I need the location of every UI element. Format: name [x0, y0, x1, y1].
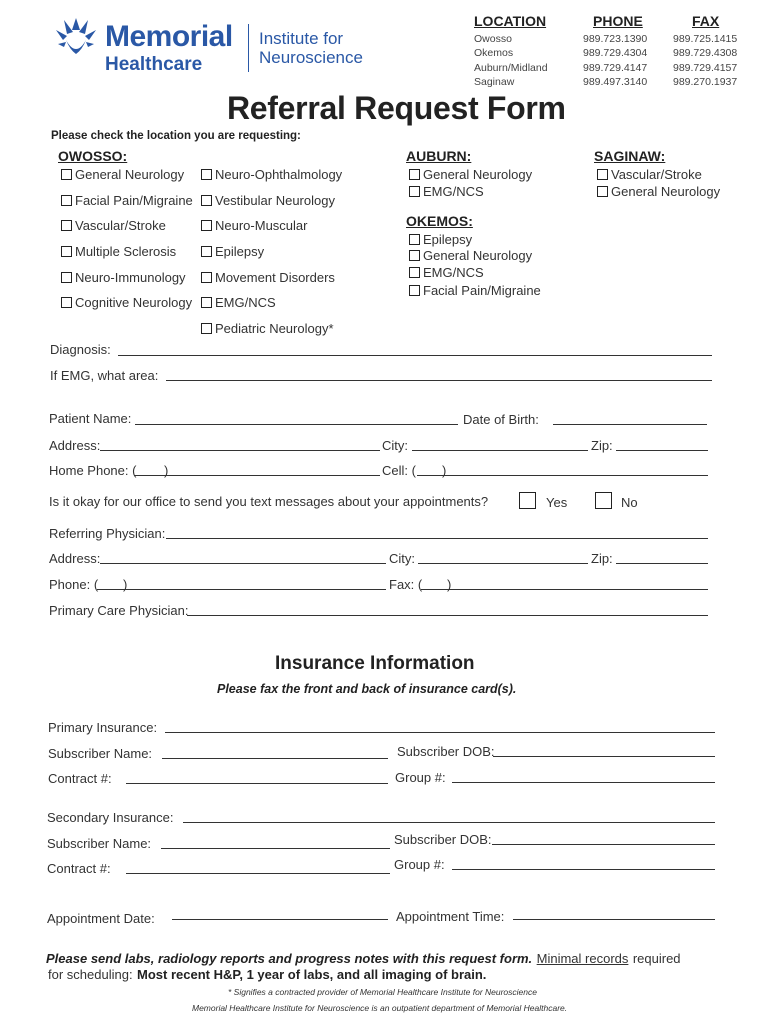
phone-cell: 989.723.1390 — [583, 33, 648, 45]
option-label: EMG/NCS — [215, 295, 276, 310]
fax-cell: 989.729.4157 — [673, 62, 738, 74]
location-cell: Okemos — [474, 47, 514, 59]
memorial-logo-icon — [52, 14, 100, 58]
yes-checkbox[interactable] — [519, 492, 536, 514]
checkbox[interactable] — [61, 169, 72, 180]
option-label: Movement Disorders — [215, 270, 335, 285]
owosso-option[interactable] — [201, 218, 307, 233]
option-label: Neuro-Immunology — [75, 270, 186, 285]
checkbox[interactable] — [409, 169, 420, 180]
cell-close: ) — [442, 463, 447, 478]
subscriber-name-line[interactable] — [162, 758, 388, 759]
referring-physician-line[interactable] — [166, 538, 708, 539]
subscriber-name-line[interactable] — [161, 848, 390, 849]
contract-label: Contract #: — [47, 861, 111, 876]
phone-cell: 989.729.4304 — [583, 47, 648, 59]
owosso-option[interactable] — [61, 193, 193, 208]
primary-care-label: Primary Care Physician: — [49, 603, 189, 618]
appointment-date-label: Appointment Date: — [47, 911, 155, 926]
checkbox[interactable] — [595, 492, 612, 509]
checkbox[interactable] — [61, 220, 72, 231]
option-label: Epilepsy — [423, 232, 473, 247]
footer-line-2 — [48, 966, 486, 984]
subscriber-dob-label: Subscriber DOB: — [394, 832, 492, 847]
form-title: Referral Request Form — [227, 90, 566, 126]
checkbox[interactable] — [201, 169, 212, 180]
option-label: Multiple Sclerosis — [75, 244, 177, 259]
phone-cell: 989.729.4147 — [583, 62, 648, 74]
owosso-title: OWOSSO: — [58, 148, 128, 164]
phone-cell: 989.497.3140 — [583, 76, 648, 88]
footer-required: required — [632, 951, 681, 966]
group-label: Group #: — [394, 857, 445, 872]
auburn-option[interactable] — [409, 167, 532, 182]
group-line[interactable] — [452, 782, 715, 783]
subscriber-dob-line[interactable] — [493, 756, 715, 757]
checkbox[interactable] — [61, 246, 72, 257]
footer-note-department: Memorial Healthcare Institute for Neuroscience is an outpatient department of Memorial Healthcare. — [192, 1003, 568, 1013]
primary-insurance-line[interactable] — [165, 732, 715, 733]
owosso-option[interactable] — [201, 295, 276, 310]
emg-area-label: If EMG, what area: — [50, 368, 159, 383]
dob-line[interactable] — [553, 424, 707, 425]
ref-phone-line[interactable] — [97, 589, 386, 590]
minimal-records-link: Minimal records — [536, 951, 629, 966]
text-question: Is it okay for our office to send you text messages about your appointments? — [49, 494, 489, 509]
okemos-option[interactable] — [409, 232, 472, 247]
owosso-option[interactable] — [61, 167, 184, 182]
logo-name: Memorial — [105, 20, 233, 53]
checkbox[interactable] — [597, 169, 608, 180]
phone-header: PHONE — [593, 13, 643, 29]
ref-zip-line[interactable] — [616, 563, 708, 564]
checkbox[interactable] — [201, 297, 212, 308]
home-phone-label: Home Phone: ( — [49, 463, 137, 478]
subscriber-dob-label: Subscriber DOB: — [397, 744, 495, 759]
ref-fax-close: ) — [447, 577, 452, 592]
option-label: EMG/NCS — [423, 184, 484, 199]
appointment-time-line[interactable] — [513, 919, 715, 920]
ref-fax-line[interactable] — [421, 589, 708, 590]
ref-zip-label: Zip: — [591, 551, 613, 566]
owosso-option[interactable] — [61, 295, 192, 310]
logo-divider — [248, 24, 249, 72]
cell-line[interactable] — [417, 475, 708, 476]
checkbox[interactable] — [201, 246, 212, 257]
saginaw-option[interactable] — [597, 184, 720, 199]
checkbox[interactable] — [61, 272, 72, 283]
saginaw-option[interactable] — [597, 167, 702, 182]
secondary-insurance-label: Secondary Insurance: — [47, 810, 174, 825]
checkbox[interactable] — [201, 195, 212, 206]
primary-care-line[interactable] — [187, 615, 708, 616]
checkbox[interactable] — [519, 492, 536, 509]
footer-note-contracted: * Signifies a contracted provider of Memorial Healthcare Institute for Neuroscience — [228, 987, 537, 997]
option-label: Neuro-Ophthalmology — [215, 167, 343, 182]
fax-cell: 989.729.4308 — [673, 47, 738, 59]
contract-label: Contract #: — [48, 771, 112, 786]
option-label: EMG/NCS — [423, 265, 484, 280]
checkbox[interactable] — [61, 195, 72, 206]
ref-phone-label: Phone: ( — [49, 577, 99, 592]
ref-address-label: Address: — [49, 551, 101, 566]
checkbox[interactable] — [201, 272, 212, 283]
okemos-option[interactable] — [409, 265, 484, 280]
referring-physician-label: Referring Physician: — [49, 526, 166, 541]
location-header: LOCATION — [474, 13, 547, 29]
option-label: Cognitive Neurology — [75, 295, 193, 310]
checkbox[interactable] — [409, 234, 420, 245]
location-prompt: Please check the location you are requesting: — [51, 130, 301, 142]
group-label: Group #: — [395, 770, 446, 785]
option-label: General Neurology — [611, 184, 721, 199]
institute-line-2: Neuroscience — [259, 48, 363, 67]
ref-address-line[interactable] — [100, 563, 386, 564]
patient-name-label: Patient Name: — [49, 411, 132, 426]
logo-subname: Healthcare — [105, 54, 203, 75]
emg-area-line[interactable] — [166, 380, 712, 381]
address-line[interactable] — [100, 450, 380, 451]
primary-insurance-label: Primary Insurance: — [48, 720, 158, 735]
owosso-option[interactable] — [61, 218, 166, 233]
yes-label: Yes — [546, 495, 568, 510]
option-label: Facial Pain/Migraine — [423, 283, 541, 298]
checkbox[interactable] — [409, 285, 420, 296]
appointment-date-line[interactable] — [172, 919, 388, 920]
option-label: Facial Pain/Migraine — [75, 193, 193, 208]
checkbox[interactable] — [201, 220, 212, 231]
saginaw-title: SAGINAW: — [594, 148, 666, 164]
owosso-option[interactable] — [201, 193, 335, 208]
option-label: General Neurology — [423, 248, 533, 263]
no-label: No — [621, 495, 638, 510]
no-checkbox[interactable] — [595, 492, 612, 514]
owosso-option[interactable] — [201, 270, 335, 285]
zip-line[interactable] — [616, 450, 708, 451]
subscriber-name-label: Subscriber Name: — [47, 836, 152, 851]
option-label: Epilepsy — [215, 244, 265, 259]
checkbox[interactable] — [409, 186, 420, 197]
subscriber-name-label: Subscriber Name: — [48, 746, 153, 761]
diagnosis-label: Diagnosis: — [50, 342, 111, 357]
diagnosis-line[interactable] — [118, 355, 712, 356]
option-label: Vascular/Stroke — [611, 167, 702, 182]
location-cell: Saginaw — [474, 76, 515, 88]
option-label: Neuro-Muscular — [215, 218, 308, 233]
cell-label: Cell: ( — [382, 463, 416, 478]
home-phone-close: ) — [164, 463, 169, 478]
location-cell: Owosso — [474, 33, 512, 45]
location-cell: Auburn/Midland — [474, 62, 548, 74]
fax-header: FAX — [692, 13, 720, 29]
address-label: Address: — [49, 438, 101, 453]
ref-phone-close: ) — [123, 577, 128, 592]
fax-cell: 989.725.1415 — [673, 33, 738, 45]
fax-cell: 989.270.1937 — [673, 76, 738, 88]
ref-fax-label: Fax: ( — [389, 577, 423, 592]
checkbox[interactable] — [409, 267, 420, 278]
city-label: City: — [382, 438, 408, 453]
checkbox[interactable] — [409, 250, 420, 261]
auburn-title: AUBURN: — [406, 148, 472, 164]
owosso-option[interactable] — [201, 321, 334, 336]
footer-requirements: Most recent H&P, 1 year of labs, and all imaging of brain. — [137, 967, 487, 982]
owosso-option[interactable] — [201, 167, 342, 182]
secondary-insurance-line[interactable] — [183, 822, 715, 823]
owosso-option[interactable] — [61, 270, 186, 285]
okemos-option[interactable] — [409, 248, 532, 263]
city-line[interactable] — [412, 450, 588, 451]
patient-name-line[interactable] — [135, 424, 458, 425]
contract-line[interactable] — [126, 783, 388, 784]
zip-label: Zip: — [591, 438, 613, 453]
auburn-option[interactable] — [409, 184, 484, 199]
option-label: General Neurology — [423, 167, 533, 182]
subscriber-dob-line[interactable] — [492, 844, 715, 845]
checkbox[interactable] — [61, 297, 72, 308]
option-label: Pediatric Neurology* — [215, 321, 334, 336]
footer-scheduling: for scheduling: — [48, 967, 133, 982]
owosso-option[interactable] — [61, 244, 176, 259]
footer-instruction: Please send labs, radiology reports and progress notes with this request form. — [46, 951, 533, 966]
insurance-subtitle: Please fax the front and back of insurance card(s). — [217, 682, 517, 696]
option-label: Vestibular Neurology — [215, 193, 335, 208]
checkbox[interactable] — [597, 186, 608, 197]
group-line[interactable] — [452, 869, 715, 870]
appointment-time-label: Appointment Time: — [396, 909, 505, 924]
ref-city-label: City: — [389, 551, 415, 566]
insurance-title: Insurance Information — [275, 653, 475, 674]
option-label: General Neurology — [75, 167, 185, 182]
okemos-title: OKEMOS: — [406, 213, 473, 229]
checkbox[interactable] — [201, 323, 212, 334]
option-label: Vascular/Stroke — [75, 218, 166, 233]
owosso-option[interactable] — [201, 244, 264, 259]
home-phone-line[interactable] — [134, 475, 380, 476]
institute-line-1: Institute for — [259, 29, 344, 48]
dob-label: Date of Birth: — [463, 412, 539, 427]
okemos-option[interactable] — [409, 283, 541, 298]
ref-city-line[interactable] — [418, 563, 588, 564]
contract-line[interactable] — [126, 873, 390, 874]
